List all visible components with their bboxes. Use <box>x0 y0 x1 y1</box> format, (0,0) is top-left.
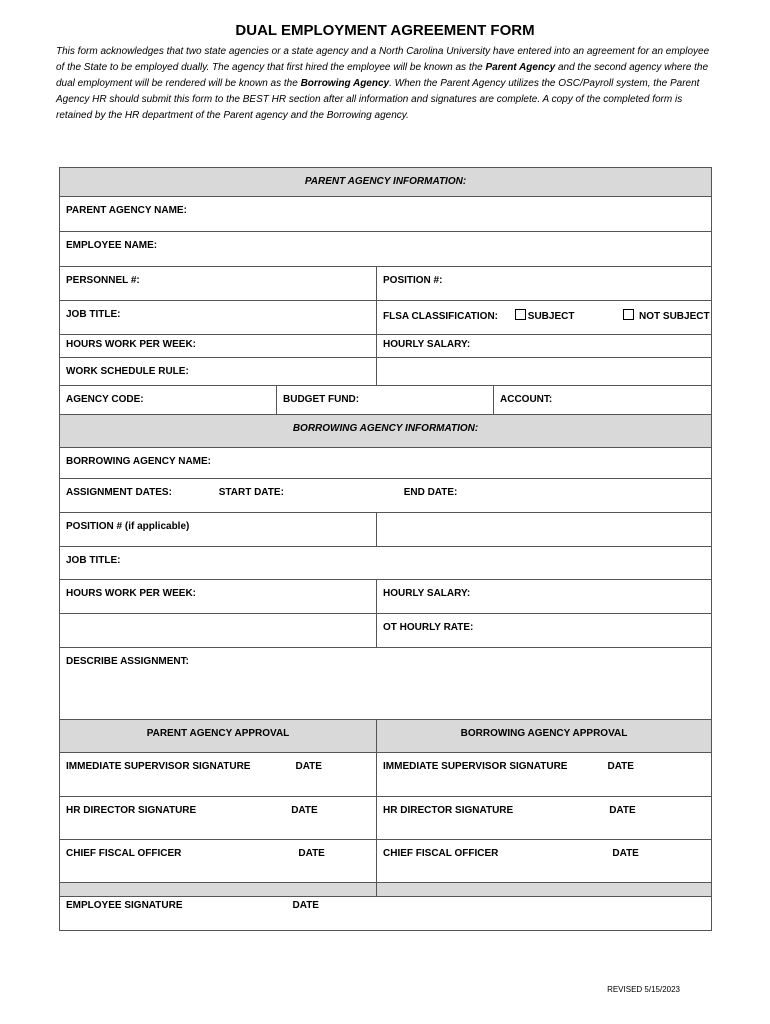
position-number-field[interactable] <box>377 267 712 301</box>
borrowing-supervisor-date-label: DATE <box>607 761 634 772</box>
position-number-label: POSITION #: <box>383 275 443 286</box>
intro-text-1: This form acknowledges that two state agencies or a state agency and a North Carolina University have entered into an agreement for an employee of the State to be employed dually. The agency that first hired the employee will be known as the <box>56 46 710 73</box>
borrowing-hr-director-signature[interactable] <box>377 797 712 840</box>
parent-hr-director-signature[interactable] <box>60 797 377 840</box>
revision-date: REVISED 5/15/2023 <box>607 985 680 994</box>
borrowing-agency-info-header: BORROWING AGENCY INFORMATION: <box>60 415 712 448</box>
hourly-salary-label: HOURLY SALARY: <box>383 339 471 350</box>
borrowing-agency-name-label: BORROWING AGENCY NAME: <box>66 456 211 467</box>
agency-code-label: AGENCY CODE: <box>66 394 144 405</box>
budget-fund-field[interactable] <box>277 386 494 415</box>
hours-per-week-field[interactable] <box>60 335 377 358</box>
parent-agency-info-header: PARENT AGENCY INFORMATION: <box>60 168 712 197</box>
borrowing-supervisor-signature[interactable] <box>377 753 712 797</box>
ot-rate-blank-cell <box>60 614 377 648</box>
parent-supervisor-signature[interactable] <box>60 753 377 797</box>
subject-checkbox[interactable] <box>515 309 526 320</box>
personnel-number-label: PERSONNEL #: <box>66 275 140 286</box>
ot-hourly-rate-field[interactable] <box>377 614 712 648</box>
budget-fund-label: BUDGET FUND: <box>283 394 360 405</box>
intro-paragraph <box>56 44 716 124</box>
employee-signature-field[interactable] <box>60 897 712 931</box>
borrowing-position-field[interactable] <box>60 513 377 547</box>
agreement-form-table <box>59 167 712 931</box>
parent-cfo-label: CHIEF FISCAL OFFICER <box>66 848 182 859</box>
intro-parent-agency: Parent Agency <box>485 62 556 73</box>
borrowing-agency-name-field[interactable] <box>60 448 712 479</box>
hours-per-week-label: HOURS WORK PER WEEK: <box>66 339 196 350</box>
employee-name-field[interactable] <box>60 232 712 267</box>
account-label: ACCOUNT: <box>500 394 553 405</box>
assignment-dates-label: ASSIGNMENT DATES: <box>66 487 172 498</box>
borrowing-hr-director-label: HR DIRECTOR SIGNATURE <box>383 805 514 816</box>
borrowing-hr-director-date-label: DATE <box>609 805 636 816</box>
parent-hr-director-date-label: DATE <box>291 805 318 816</box>
borrowing-hours-field[interactable] <box>60 580 377 614</box>
borrowing-cfo-date-label: DATE <box>612 848 639 859</box>
end-date-label: END DATE: <box>403 487 458 498</box>
parent-supervisor-label: IMMEDIATE SUPERVISOR SIGNATURE <box>66 761 251 772</box>
parent-cfo-signature[interactable] <box>60 840 377 883</box>
borrowing-position-label: POSITION # (if applicable) <box>66 521 190 532</box>
work-schedule-rule-label: WORK SCHEDULE RULE: <box>66 366 189 377</box>
not-subject-label: NOT SUBJECT <box>639 311 710 322</box>
not-subject-option[interactable] <box>623 311 709 322</box>
intro-text-3: . When the Parent Agency utilizes the OSC/Payroll system, the Parent Agency HR should submit this form to the BEST HR section after all information and signatures are complete. A copy of the completed form is retained by the HR department of the Parent agency and the Borrowing agency. <box>56 78 700 121</box>
employee-name-label: EMPLOYEE NAME: <box>66 240 158 251</box>
intro-text-2: and the second agency where the dual employment will be rendered will be known as the <box>56 62 709 89</box>
parent-hr-director-label: HR DIRECTOR SIGNATURE <box>66 805 197 816</box>
borrowing-cfo-signature[interactable] <box>377 840 712 883</box>
job-title-label: JOB TITLE: <box>66 309 121 320</box>
borrowing-supervisor-label: IMMEDIATE SUPERVISOR SIGNATURE <box>383 761 568 772</box>
borrowing-hours-label: HOURS WORK PER WEEK: <box>66 588 196 599</box>
parent-cfo-date-label: DATE <box>298 848 325 859</box>
agency-code-field[interactable] <box>60 386 277 415</box>
form-title: DUAL EMPLOYMENT AGREEMENT FORM <box>235 22 535 39</box>
borrowing-cfo-label: CHIEF FISCAL OFFICER <box>383 848 499 859</box>
flsa-classification-field <box>377 301 712 335</box>
borrowing-job-title-label: JOB TITLE: <box>66 555 121 566</box>
subject-label: SUBJECT <box>527 311 575 322</box>
borrowing-hourly-salary-label: HOURLY SALARY: <box>383 588 471 599</box>
ot-hourly-rate-label: OT HOURLY RATE: <box>383 622 474 633</box>
borrowing-approval-header: BORROWING AGENCY APPROVAL <box>377 720 712 753</box>
job-title-field[interactable] <box>60 301 377 335</box>
intro-borrowing-agency: Borrowing Agency <box>300 78 390 89</box>
describe-assignment-label: DESCRIBE ASSIGNMENT: <box>66 656 189 667</box>
work-schedule-rule-field[interactable] <box>60 358 377 386</box>
employee-signature-date-label: DATE <box>292 900 319 911</box>
parent-approval-header: PARENT AGENCY APPROVAL <box>60 720 377 753</box>
employee-signature-label: EMPLOYEE SIGNATURE <box>66 900 183 911</box>
work-schedule-rule-value[interactable] <box>377 358 712 386</box>
hourly-salary-field[interactable] <box>377 335 712 358</box>
assignment-dates-field[interactable] <box>60 479 712 513</box>
parent-supervisor-date-label: DATE <box>295 761 322 772</box>
start-date-label: START DATE: <box>218 487 284 498</box>
personnel-number-field[interactable] <box>60 267 377 301</box>
parent-agency-name-field[interactable] <box>60 197 712 232</box>
parent-agency-name-label: PARENT AGENCY NAME: <box>66 205 187 216</box>
describe-assignment-field[interactable] <box>60 648 712 720</box>
borrowing-job-title-field[interactable] <box>60 547 712 580</box>
parent-separator-band <box>60 883 377 897</box>
borrowing-hourly-salary-field[interactable] <box>377 580 712 614</box>
account-field[interactable] <box>494 386 712 415</box>
borrowing-separator-band <box>377 883 712 897</box>
subject-option[interactable] <box>515 311 575 322</box>
borrowing-position-value[interactable] <box>377 513 712 547</box>
flsa-classification-label: FLSA CLASSIFICATION: <box>383 311 498 322</box>
not-subject-checkbox[interactable] <box>623 309 634 320</box>
